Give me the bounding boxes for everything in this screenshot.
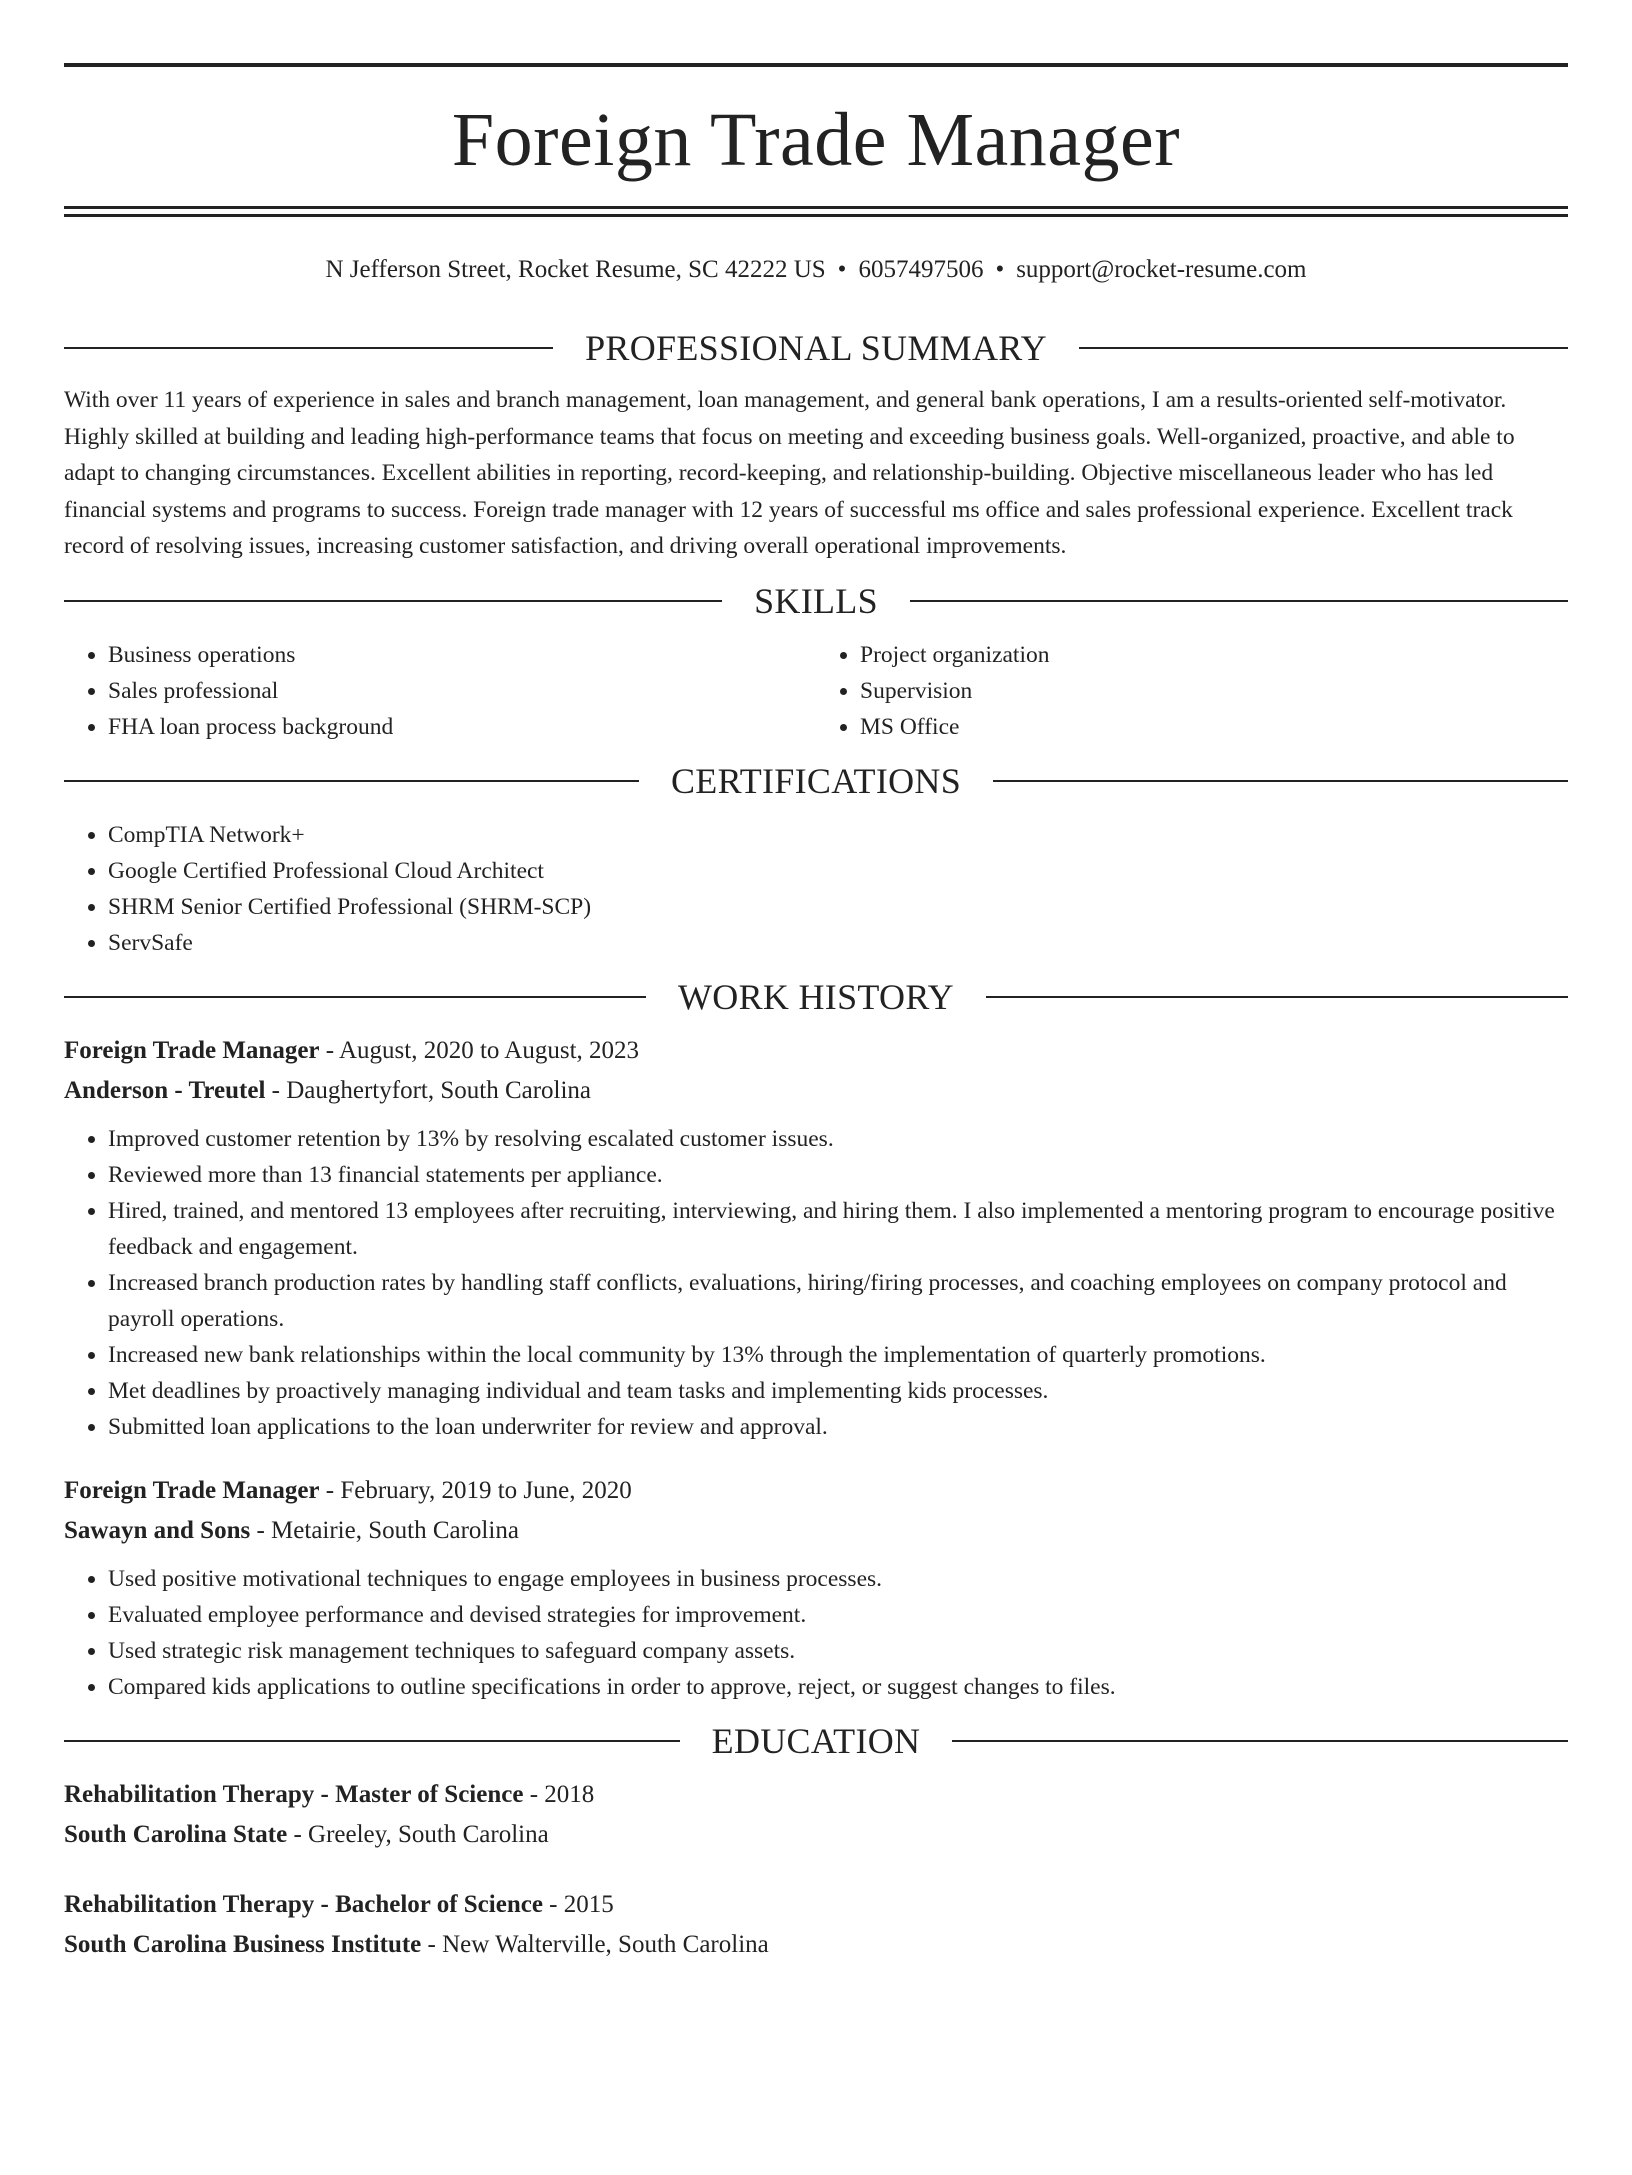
skills-heading <box>64 577 1568 625</box>
job-bullet: • Met deadlines by proactively managing individual and team tasks and implementing kids processes. <box>108 1373 1568 1409</box>
resume-page <box>0 63 1632 2175</box>
education-year: 2015 <box>563 1890 614 1918</box>
skill-item: • MS Office <box>860 709 1568 745</box>
job-entry <box>64 1471 1568 1705</box>
skill-item: • Project organization <box>860 637 1568 673</box>
education-heading <box>64 1717 1568 1765</box>
dash: - <box>325 1036 335 1064</box>
job-dates: February, 2019 to June, 2020 <box>340 1476 632 1504</box>
job-bullet: • Evaluated employee performance and devised strategies for improvement. <box>108 1597 1568 1633</box>
contact-line <box>64 250 1568 290</box>
job-bullets <box>64 1561 1568 1705</box>
contact-address: N Jefferson Street, Rocket Resume, SC 42222 US <box>325 256 826 283</box>
certifications-heading <box>64 757 1568 805</box>
contact-separator: • <box>837 256 847 283</box>
job-bullet: • Increased new bank relationships within the local community by 13% through the implementation of quarterly promotions. <box>108 1337 1568 1373</box>
job-dates: August, 2020 to August, 2023 <box>338 1036 640 1064</box>
education-location: New Walterville, South Carolina <box>442 1930 769 1958</box>
education-entry <box>64 1885 1568 1965</box>
job-bullet: • Improved customer retention by 13% by resolving escalated customer issues. <box>108 1121 1568 1157</box>
work-history-heading-label: WORK HISTORY <box>678 976 954 1017</box>
title-double-rule <box>64 206 1568 217</box>
job-company: Anderson - Treutel <box>64 1076 266 1104</box>
skills-list <box>64 637 1568 745</box>
job-company-line <box>64 1071 1568 1111</box>
education-school: South Carolina State <box>64 1820 288 1848</box>
dash: - <box>549 1890 558 1918</box>
education-degree-line <box>64 1885 1568 1925</box>
job-company-line <box>64 1511 1568 1551</box>
contact-phone: 6057497506 <box>858 256 984 283</box>
top-rule <box>64 63 1568 67</box>
job-title: Foreign Trade Manager <box>64 1036 320 1064</box>
education-degree: Rehabilitation Therapy - Bachelor of Science <box>64 1890 543 1918</box>
education-year: 2018 <box>544 1780 595 1808</box>
dash: - <box>293 1820 302 1848</box>
dash: - <box>529 1780 539 1808</box>
job-title-line <box>64 1031 1568 1071</box>
job-title: Foreign Trade Manager <box>64 1476 320 1504</box>
job-bullet: • Used positive motivational techniques to engage employees in business processes. <box>108 1561 1568 1597</box>
job-bullet: • Reviewed more than 13 financial statements per appliance. <box>108 1157 1568 1193</box>
contact-email: support@rocket-resume.com <box>1016 256 1307 283</box>
summary-heading-label: PROFESSIONAL SUMMARY <box>585 328 1047 368</box>
education-degree-line <box>64 1775 1568 1815</box>
skills-column-right <box>816 637 1568 745</box>
skill-item: • FHA loan process background <box>108 709 816 745</box>
education-heading-label: EDUCATION <box>711 1720 921 1761</box>
contact-separator: • <box>995 256 1005 283</box>
summary-text: With over 11 years of experience in sales and branch management, loan management, and general bank operations, I am a results-oriented self-motivator. Highly skilled at building and leading high-performance teams that focus on meeting and exceeding business goals. Well-organized, proactive, and able to adapt to changing circumstances. Excellent abilities in reporting, record-keeping, and relationship-building. Objective miscellaneous leader who has led financial systems and programs to success. Foreign trade manager with 12 years of successful ms office and sales professional experience. Excellent track record of resolving issues, increasing customer satisfaction, and driving overall operational improvements. <box>64 387 1515 559</box>
summary-heading <box>64 324 1568 372</box>
job-entry <box>64 1031 1568 1445</box>
job-bullets <box>64 1121 1568 1445</box>
skill-item: • Supervision <box>860 673 1568 709</box>
resume-title: Foreign Trade Manager <box>451 98 1181 182</box>
education-school: South Carolina Business Institute <box>64 1930 422 1958</box>
education-entry <box>64 1775 1568 1855</box>
certifications-list <box>64 817 1568 961</box>
job-bullet: • Used strategic risk management techniques to safeguard company assets. <box>108 1633 1568 1669</box>
certification-item: • Google Certified Professional Cloud Architect <box>108 853 1568 889</box>
skills-column-left <box>64 637 816 745</box>
job-bullet: • Compared kids applications to outline specifications in order to approve, reject, or suggest changes to files. <box>108 1669 1568 1705</box>
dash: - <box>325 1476 335 1504</box>
job-bullet: • Increased branch production rates by handling staff conflicts, evaluations, hiring/firing processes, and coaching employees on company protocol and payroll operations. <box>108 1265 1568 1337</box>
education-school-line <box>64 1815 1568 1855</box>
dash: - <box>256 1516 265 1544</box>
job-location: Daughertyfort, South Carolina <box>286 1076 592 1104</box>
job-bullet: • Hired, trained, and mentored 13 employees after recruiting, interviewing, and hiring them. I also implemented a mentoring program to encourage positive feedback and engagement. <box>108 1193 1568 1265</box>
skills-heading-label: SKILLS <box>754 580 878 621</box>
job-bullet: • Submitted loan applications to the loan underwriter for review and approval. <box>108 1409 1568 1445</box>
job-title-line <box>64 1471 1568 1511</box>
job-location: Metairie, South Carolina <box>271 1516 519 1544</box>
work-history-heading <box>64 973 1568 1021</box>
certification-item: • CompTIA Network+ <box>108 817 1568 853</box>
certification-item: • ServSafe <box>108 925 1568 961</box>
education-degree: Rehabilitation Therapy - Master of Science <box>64 1780 524 1808</box>
dash: - <box>271 1076 280 1104</box>
education-school-line <box>64 1925 1568 1965</box>
skill-item: • Business operations <box>108 637 816 673</box>
certification-item: • SHRM Senior Certified Professional (SHRM-SCP) <box>108 889 1568 925</box>
dash: - <box>427 1930 436 1958</box>
education-location: Greeley, South Carolina <box>308 1820 549 1848</box>
job-company: Sawayn and Sons <box>64 1516 251 1544</box>
skill-item: • Sales professional <box>108 673 816 709</box>
certifications-heading-label: CERTIFICATIONS <box>670 760 962 801</box>
